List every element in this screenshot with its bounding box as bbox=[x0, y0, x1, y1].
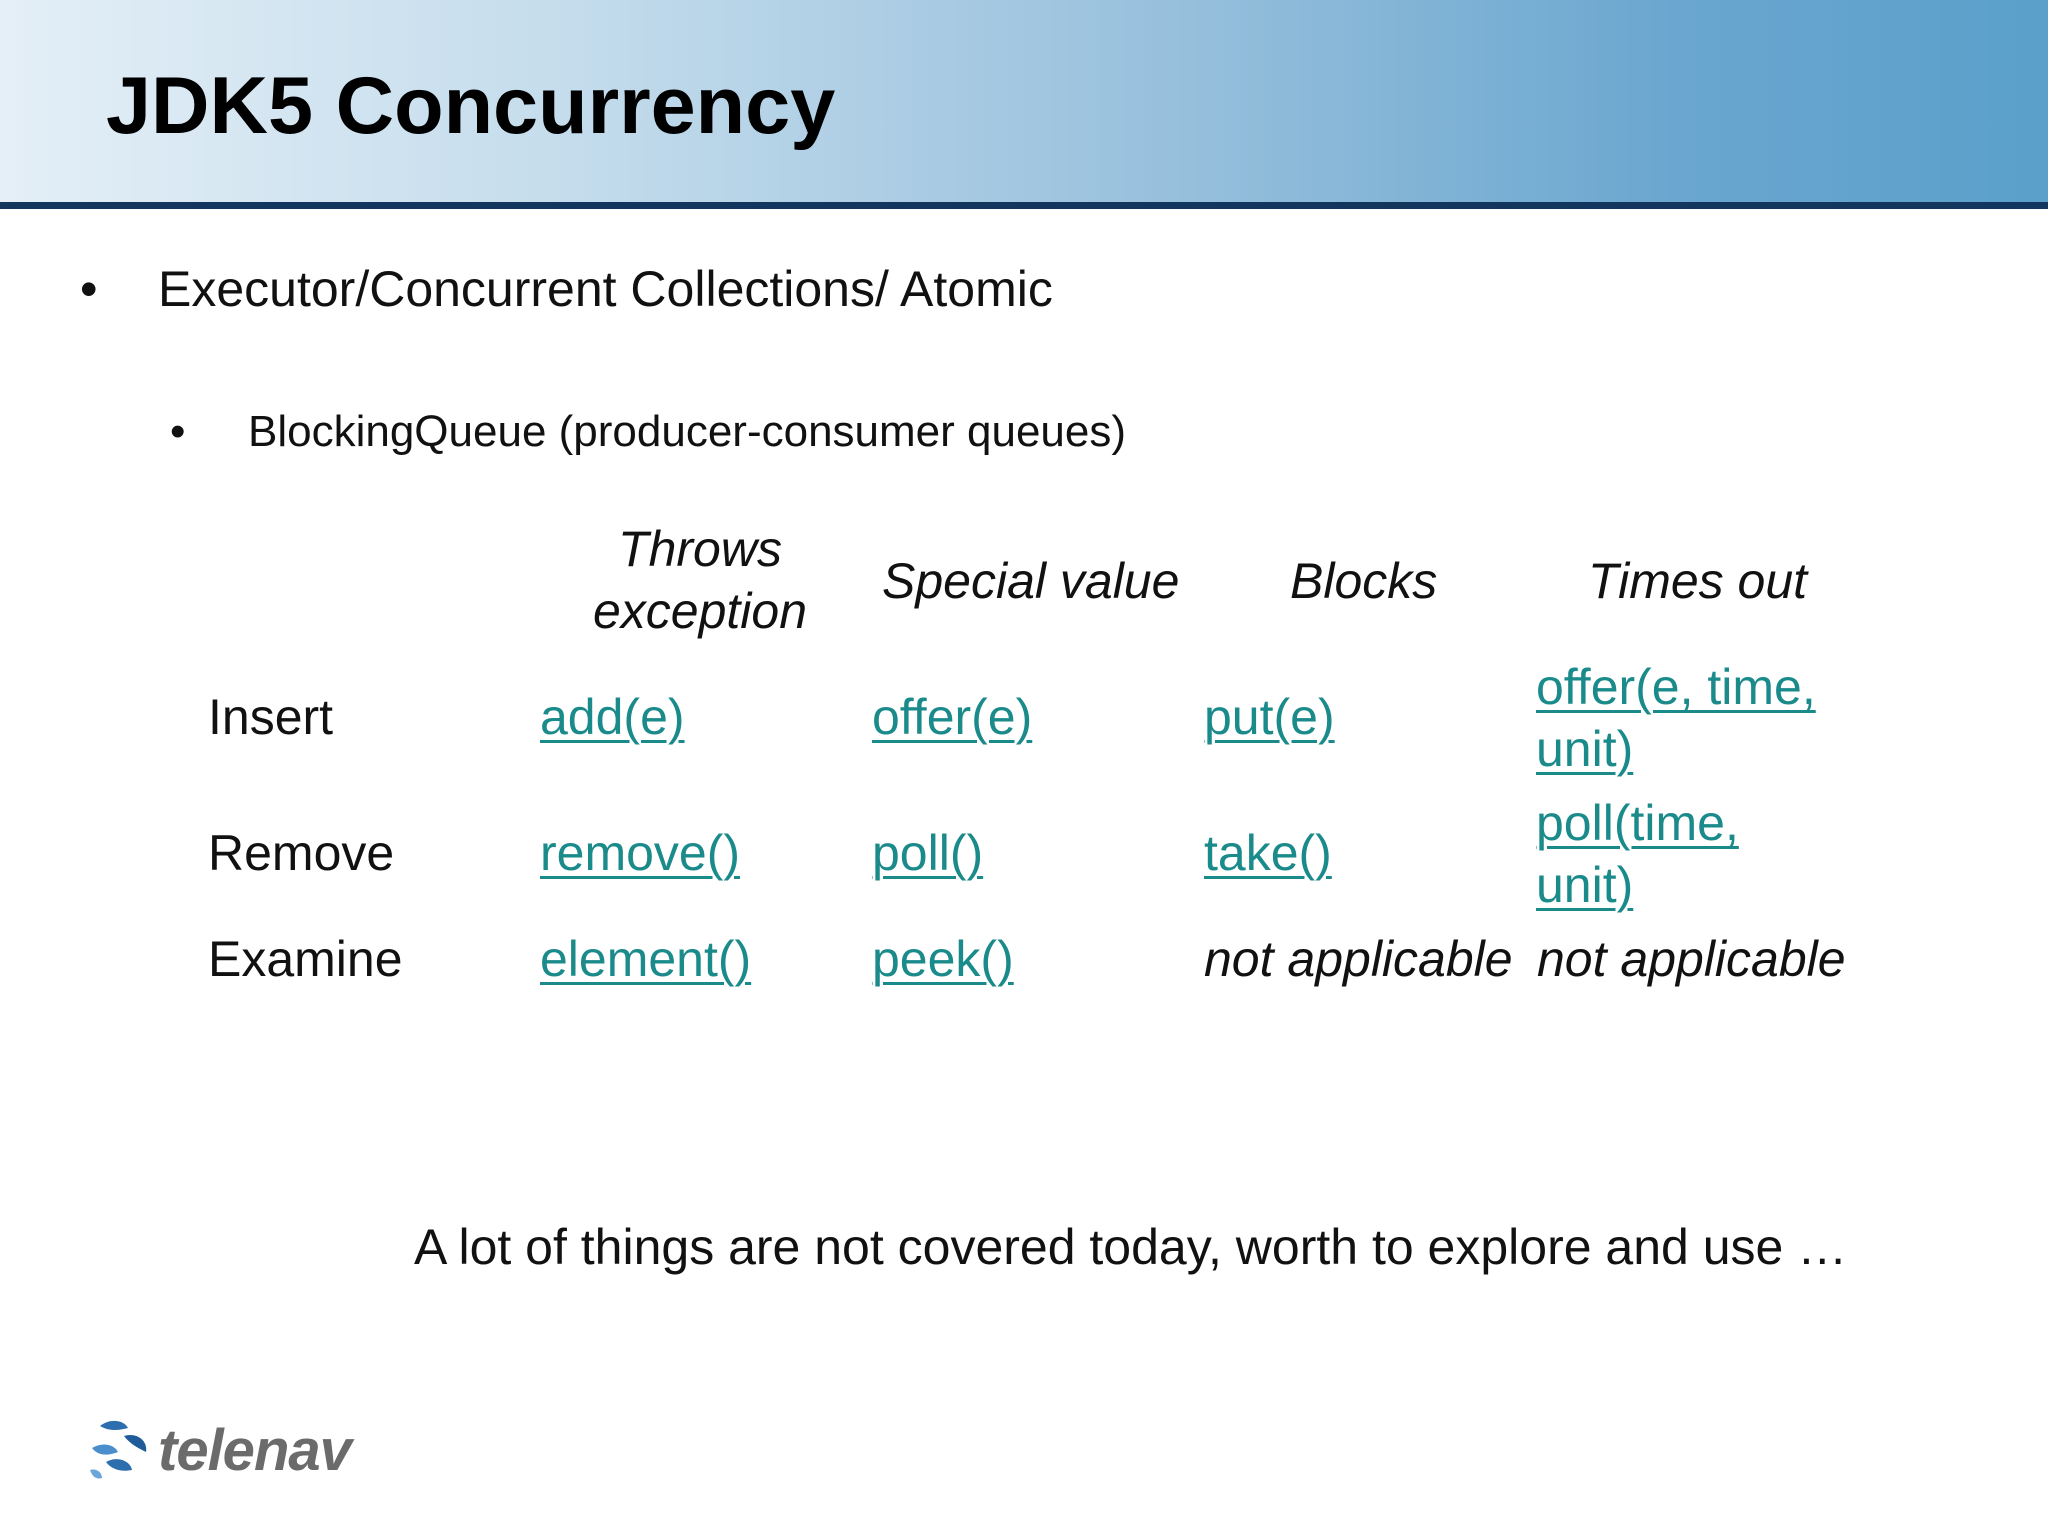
row-label-examine: Examine bbox=[208, 931, 403, 987]
link-offer-timeout-line1[interactable]: offer(e, time, bbox=[1536, 659, 1816, 715]
timeout-not-applicable: not applicable bbox=[1537, 931, 1846, 987]
link-element[interactable]: element() bbox=[540, 931, 752, 987]
bullet-marker: • bbox=[80, 261, 98, 317]
telenav-logo-icon bbox=[88, 1418, 152, 1488]
bullet-text: BlockingQueue (producer-consumer queues) bbox=[248, 407, 1127, 456]
header-special-value: Special value bbox=[882, 553, 1180, 609]
blocks-not-applicable: not applicable bbox=[1204, 931, 1513, 987]
bullet-text: Executor/Concurrent Collections/ Atomic bbox=[158, 261, 1053, 317]
row-label-remove: Remove bbox=[208, 825, 395, 881]
header-throws-line2: exception bbox=[592, 583, 808, 639]
link-remove[interactable]: remove() bbox=[540, 825, 741, 881]
header-blocks: Blocks bbox=[1290, 553, 1438, 609]
link-add[interactable]: add(e) bbox=[540, 689, 685, 745]
link-take[interactable]: take() bbox=[1204, 825, 1332, 881]
link-poll[interactable]: poll() bbox=[872, 825, 984, 881]
link-put[interactable]: put(e) bbox=[1204, 689, 1335, 745]
row-label-insert: Insert bbox=[208, 689, 334, 745]
header-throws-line1: Throws bbox=[618, 521, 782, 577]
link-poll-timeout-line2[interactable]: unit) bbox=[1536, 857, 1634, 913]
telenav-logo bbox=[88, 1418, 388, 1488]
link-offer[interactable]: offer(e) bbox=[872, 689, 1033, 745]
slide-title: JDK5 Concurrency bbox=[106, 61, 836, 151]
header-times-out: Times out bbox=[1588, 553, 1808, 609]
link-peek[interactable]: peek() bbox=[872, 931, 1014, 987]
title-divider bbox=[0, 202, 2048, 209]
bullet-marker: • bbox=[170, 407, 186, 456]
telenav-logo-text: telenav bbox=[158, 1418, 351, 1483]
link-offer-timeout-line2[interactable]: unit) bbox=[1536, 721, 1634, 777]
header-throws-exception bbox=[590, 521, 810, 639]
footer-note: A lot of things are not covered today, worth to explore and use … bbox=[414, 1219, 1848, 1275]
link-poll-timeout[interactable] bbox=[1536, 795, 1739, 913]
link-offer-timeout[interactable] bbox=[1536, 659, 1816, 777]
link-poll-timeout-line1[interactable]: poll(time, bbox=[1536, 795, 1739, 851]
